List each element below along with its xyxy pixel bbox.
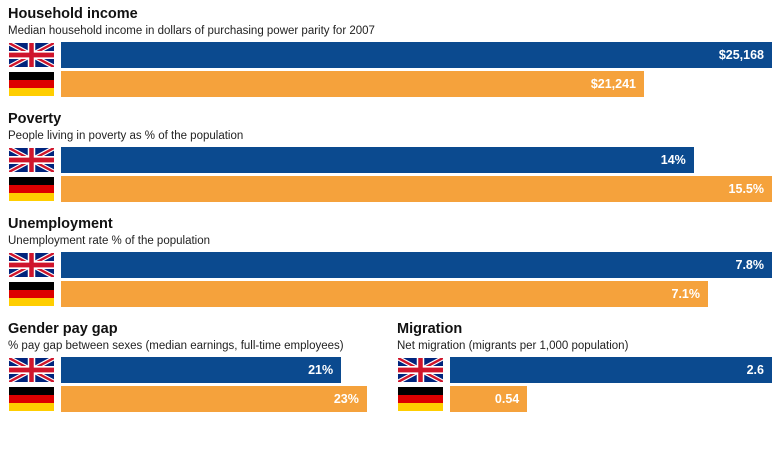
bar-row-de <box>8 281 772 307</box>
bar-track <box>450 357 772 383</box>
bar-row-de <box>8 71 772 97</box>
bar-track <box>61 252 772 278</box>
bar-value-label: 7.8% <box>735 258 764 272</box>
germany-flag-icon <box>8 281 55 307</box>
uk-flag-icon <box>8 357 55 383</box>
bar-track <box>61 147 772 173</box>
bar-de <box>61 71 644 97</box>
bar-row-uk <box>8 252 772 278</box>
panel-title: Poverty <box>8 111 62 127</box>
bar-track <box>61 71 772 97</box>
panel-title: Unemployment <box>8 216 113 232</box>
bar-value-label: 23% <box>333 392 359 406</box>
panel-subtitle: % pay gap between sexes (median earnings, full-time employees) <box>8 340 344 352</box>
uk-flag-icon <box>397 357 444 383</box>
bar-uk <box>61 147 694 173</box>
bar-uk <box>61 357 341 383</box>
panel-subtitle: Net migration (migrants per 1,000 population) <box>397 340 629 352</box>
panel-migration <box>397 321 772 415</box>
uk-flag-icon <box>8 147 55 173</box>
panel-household-income <box>8 6 772 97</box>
uk-flag-icon <box>8 42 55 68</box>
bar-value-label: $25,168 <box>718 48 764 62</box>
bar-de <box>61 386 367 412</box>
bar-uk <box>450 357 772 383</box>
bar-de <box>61 281 708 307</box>
germany-flag-icon <box>397 386 444 412</box>
bar-uk <box>61 42 772 68</box>
bar-value-label: $21,241 <box>590 77 637 91</box>
bar-value-label: 21% <box>308 363 334 377</box>
panel-poverty <box>8 111 772 202</box>
bar-row-de <box>8 176 772 202</box>
bottom-panels <box>8 321 772 415</box>
germany-flag-icon <box>8 71 55 97</box>
bar-row-uk <box>8 147 772 173</box>
bar-track <box>61 42 772 68</box>
panel-unemployment <box>8 216 772 307</box>
bar-value-label: 15.5% <box>728 182 764 196</box>
panel-subtitle: Unemployment rate % of the population <box>8 235 211 247</box>
bar-row-uk <box>397 357 772 383</box>
germany-flag-icon <box>8 386 55 412</box>
bar-track <box>61 386 383 412</box>
bar-track <box>450 386 772 412</box>
bar-track <box>61 176 772 202</box>
panel-subtitle: Median household income in dollars of purchasing power parity for 2007 <box>8 25 375 37</box>
bar-track <box>61 357 383 383</box>
panel-title: Migration <box>397 321 463 337</box>
bar-track <box>61 281 772 307</box>
germany-flag-icon <box>8 176 55 202</box>
bar-row-de <box>397 386 772 412</box>
bar-row-uk <box>8 42 772 68</box>
bar-value-label: 2.6 <box>746 363 764 377</box>
bar-de <box>450 386 527 412</box>
bar-uk <box>61 252 772 278</box>
bar-value-label: 7.1% <box>671 287 700 301</box>
panel-subtitle: People living in poverty as % of the population <box>8 130 244 142</box>
panel-title: Household income <box>8 6 138 22</box>
bar-row-de <box>8 386 383 412</box>
uk-flag-icon <box>8 252 55 278</box>
panel-gender-pay-gap <box>8 321 383 415</box>
bar-row-uk <box>8 357 383 383</box>
bar-value-label: 0.54 <box>494 392 520 406</box>
bar-de <box>61 176 772 202</box>
bar-value-label: 14% <box>660 153 686 167</box>
panel-title: Gender pay gap <box>8 321 118 337</box>
